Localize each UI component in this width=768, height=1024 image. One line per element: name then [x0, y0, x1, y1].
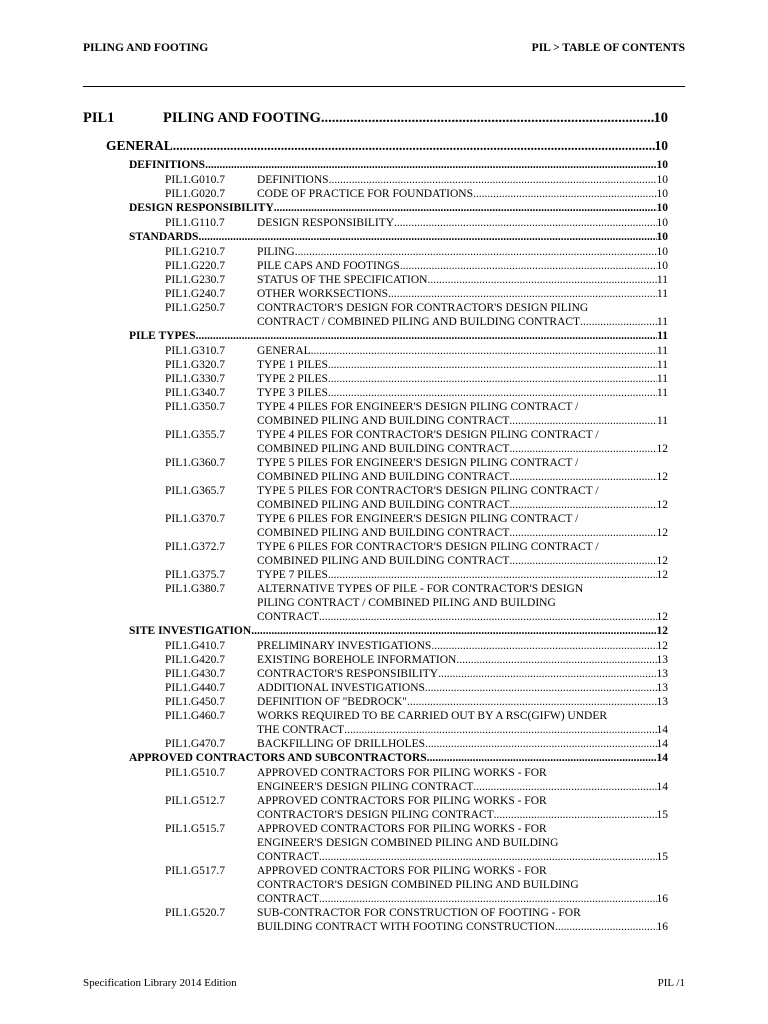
entry-page: 12	[656, 611, 668, 623]
entry-page: 11	[656, 359, 668, 371]
entry-text: TYPE 6 PILES FOR CONTRACTOR'S DESIGN PILING CONTRACT /	[257, 541, 599, 553]
entry-code: PIL1.G375.7	[165, 569, 226, 581]
entry-code: PIL1.G520.7	[165, 907, 226, 919]
entry-text: TYPE 4 PILES FOR ENGINEER'S DESIGN PILING CONTRACT /	[257, 401, 579, 413]
entry-text: PILING CONTRACT / COMBINED PILING AND BUILDING	[257, 597, 556, 609]
entry-code: PIL1.G020.7	[165, 188, 226, 200]
section-title: APPROVED CONTRACTORS AND SUBCONTRACTORS	[129, 752, 427, 764]
entry-text: PILE CAPS AND FOOTINGS	[257, 260, 400, 272]
entry-text: CONTRACT	[257, 611, 319, 623]
entry-line	[83, 400, 668, 414]
toc-entry[interactable]	[83, 695, 668, 709]
entry-line	[83, 709, 668, 723]
entry-text: STATUS OF THE SPECIFICATION	[257, 274, 428, 286]
entry-page: 11	[656, 316, 668, 328]
header-left: PILING AND FOOTING	[83, 42, 209, 54]
entry-text: APPROVED CONTRACTORS FOR PILING WORKS - FOR	[257, 767, 547, 779]
entry-text: CONTRACTOR'S DESIGN FOR CONTRACTOR'S DESIGN PILING	[257, 302, 589, 314]
entry-text: ADDITIONAL INVESTIGATIONS	[257, 682, 425, 694]
entry-page: 12	[656, 443, 668, 455]
toc-section	[83, 625, 668, 751]
section-page: 12	[656, 625, 668, 637]
toc-entry[interactable]	[83, 512, 668, 540]
entry-line	[83, 315, 668, 329]
section-page: 14	[656, 752, 668, 764]
toc-chapter[interactable]	[83, 110, 668, 132]
entry-code: PIL1.G350.7	[165, 401, 226, 413]
entry-line	[83, 780, 668, 794]
entry-page: 14	[656, 724, 668, 736]
entry-text: PILING	[257, 246, 295, 258]
entry-line	[83, 695, 668, 709]
chapter-page: 10	[653, 110, 668, 126]
section-page: 10	[656, 159, 668, 171]
entry-text: THE CONTRACT	[257, 724, 345, 736]
toc-section-heading[interactable]	[83, 752, 668, 766]
toc-section	[83, 202, 668, 230]
entry-code: PIL1.G360.7	[165, 457, 226, 469]
entry-line	[83, 245, 668, 259]
entry-line	[83, 737, 668, 751]
entry-line	[83, 920, 668, 934]
header-right: PIL > TABLE OF CONTENTS	[531, 42, 685, 54]
toc-section-heading[interactable]	[83, 159, 668, 173]
entry-text: CONTRACT / COMBINED PILING AND BUILDING CONTRACT	[257, 316, 581, 328]
header-rule	[83, 86, 685, 87]
entry-code: PIL1.G330.7	[165, 373, 226, 385]
entry-line	[83, 273, 668, 287]
toc-entry[interactable]	[83, 766, 668, 794]
entry-code: PIL1.G430.7	[165, 668, 226, 680]
toc-entry[interactable]	[83, 216, 668, 230]
entry-page: 12	[656, 569, 668, 581]
toc-entry[interactable]	[83, 428, 668, 456]
toc-entry[interactable]	[83, 287, 668, 301]
toc-entry[interactable]	[83, 667, 668, 681]
entry-line	[83, 287, 668, 301]
entry-line	[83, 173, 668, 187]
entry-code: PIL1.G365.7	[165, 485, 226, 497]
entry-page: 10	[656, 260, 668, 272]
entry-page: 14	[656, 738, 668, 750]
entry-text: DESIGN RESPONSIBILITY	[257, 217, 395, 229]
entry-page: 13	[656, 682, 668, 694]
entry-text: SUB-CONTRACTOR FOR CONSTRUCTION OF FOOTING - FOR	[257, 907, 581, 919]
entry-code: PIL1.G512.7	[165, 795, 226, 807]
toc-entry[interactable]	[83, 344, 668, 358]
toc-entry[interactable]	[83, 864, 668, 906]
entry-text: TYPE 3 PILES	[257, 387, 328, 399]
toc-general[interactable]	[83, 138, 668, 158]
entry-text: CONTRACTOR'S DESIGN PILING CONTRACT	[257, 809, 494, 821]
toc-entry[interactable]	[83, 639, 668, 653]
entry-line	[83, 808, 668, 822]
section-title: DESIGN RESPONSIBILITY	[129, 202, 274, 214]
entry-line	[83, 878, 668, 892]
entry-text: OTHER WORKSECTIONS	[257, 288, 389, 300]
toc-section-heading[interactable]	[83, 330, 668, 344]
entry-code: PIL1.G510.7	[165, 767, 226, 779]
toc-entry[interactable]	[83, 301, 668, 329]
entry-line	[83, 484, 668, 498]
entry-line	[83, 498, 668, 512]
entry-text: COMBINED PILING AND BUILDING CONTRACT	[257, 415, 510, 427]
entry-line	[83, 667, 668, 681]
section-page: 10	[656, 202, 668, 214]
entry-line	[83, 414, 668, 428]
toc-entry[interactable]	[83, 456, 668, 484]
entry-text: ENGINEER'S DESIGN PILING CONTRACT	[257, 781, 474, 793]
entry-code: PIL1.G340.7	[165, 387, 226, 399]
entry-code: PIL1.G310.7	[165, 345, 226, 357]
entry-text: COMBINED PILING AND BUILDING CONTRACT	[257, 499, 510, 511]
entry-code: PIL1.G515.7	[165, 823, 226, 835]
toc-entry[interactable]	[83, 187, 668, 201]
entry-line	[83, 681, 668, 695]
entry-line	[83, 386, 668, 400]
entry-text: TYPE 1 PILES	[257, 359, 328, 371]
entry-page: 14	[656, 781, 668, 793]
toc-entry[interactable]	[83, 582, 668, 624]
entry-page: 11	[656, 373, 668, 385]
entry-line	[83, 512, 668, 526]
entry-code: PIL1.G460.7	[165, 710, 226, 722]
entry-text: DEFINITION OF "BEDROCK"	[257, 696, 407, 708]
toc-entry[interactable]	[83, 794, 668, 822]
entry-text: TYPE 5 PILES FOR ENGINEER'S DESIGN PILING CONTRACT /	[257, 457, 579, 469]
entry-line	[83, 259, 668, 273]
toc-entry[interactable]	[83, 681, 668, 695]
toc-section-heading[interactable]	[83, 231, 668, 245]
entry-page: 10	[656, 188, 668, 200]
entry-text: COMBINED PILING AND BUILDING CONTRACT	[257, 443, 510, 455]
entry-text: BACKFILLING OF DRILLHOLES	[257, 738, 426, 750]
entry-text: BUILDING CONTRACT WITH FOOTING CONSTRUCTION	[257, 921, 555, 933]
entry-text: APPROVED CONTRACTORS FOR PILING WORKS - FOR	[257, 795, 547, 807]
entry-page: 13	[656, 696, 668, 708]
entry-text: TYPE 5 PILES FOR CONTRACTOR'S DESIGN PILING CONTRACT /	[257, 485, 599, 497]
entry-line	[83, 470, 668, 484]
entry-text: EXISTING BOREHOLE INFORMATION	[257, 654, 457, 666]
general-page: 10	[654, 138, 668, 153]
entry-line	[83, 892, 668, 906]
entry-page: 12	[656, 527, 668, 539]
entry-line	[83, 554, 668, 568]
entry-page: 16	[656, 921, 668, 933]
toc-entry[interactable]	[83, 386, 668, 400]
entry-code: PIL1.G420.7	[165, 654, 226, 666]
entry-line	[83, 822, 668, 836]
entry-page: 12	[656, 499, 668, 511]
toc-section	[83, 330, 668, 624]
general-title: GENERAL	[106, 138, 173, 153]
toc-section-heading[interactable]	[83, 202, 668, 216]
toc-entry[interactable]	[83, 173, 668, 187]
toc-entry[interactable]	[83, 372, 668, 386]
entry-text: WORKS REQUIRED TO BE CARRIED OUT BY A RSC(GIFW) UNDER	[257, 710, 608, 722]
toc-sections	[83, 159, 668, 934]
entry-text: ENGINEER'S DESIGN COMBINED PILING AND BUILDING	[257, 837, 559, 849]
entry-line	[83, 526, 668, 540]
entry-page: 10	[656, 174, 668, 186]
entry-text: CONTRACTOR'S RESPONSIBILITY	[257, 668, 439, 680]
page-header	[83, 42, 685, 58]
entry-text: DEFINITIONS	[257, 174, 329, 186]
entry-text: APPROVED CONTRACTORS FOR PILING WORKS - FOR	[257, 823, 547, 835]
entry-page: 11	[656, 415, 668, 427]
section-title: PILE TYPES	[129, 330, 196, 342]
section-page: 10	[656, 231, 668, 243]
footer-right: PIL /1	[657, 977, 685, 989]
toc-entry[interactable]	[83, 484, 668, 512]
entry-line	[83, 906, 668, 920]
entry-line	[83, 442, 668, 456]
section-title: STANDARDS	[129, 231, 199, 243]
entry-page: 11	[656, 274, 668, 286]
toc-entry[interactable]	[83, 358, 668, 372]
entry-code: PIL1.G440.7	[165, 682, 226, 694]
entry-line	[83, 850, 668, 864]
toc-entry[interactable]	[83, 709, 668, 737]
toc-entry[interactable]	[83, 822, 668, 864]
entry-line	[83, 653, 668, 667]
entry-line	[83, 610, 668, 624]
entry-page: 13	[656, 668, 668, 680]
entry-page: 11	[656, 387, 668, 399]
entry-page: 11	[656, 288, 668, 300]
entry-code: PIL1.G470.7	[165, 738, 226, 750]
toc-section-heading[interactable]	[83, 625, 668, 639]
entry-code: PIL1.G372.7	[165, 541, 226, 553]
entry-text: PRELIMINARY INVESTIGATIONS	[257, 640, 432, 652]
chapter-title: PILING AND FOOTING	[163, 110, 321, 126]
entry-text: CONTRACTOR'S DESIGN COMBINED PILING AND BUILDING	[257, 879, 579, 891]
entry-code: PIL1.G355.7	[165, 429, 226, 441]
toc-entry[interactable]	[83, 400, 668, 428]
entry-page: 12	[656, 471, 668, 483]
entry-line	[83, 216, 668, 230]
toc-entry[interactable]	[83, 737, 668, 751]
entry-line	[83, 568, 668, 582]
entry-text: TYPE 4 PILES FOR CONTRACTOR'S DESIGN PILING CONTRACT /	[257, 429, 599, 441]
entry-line	[83, 428, 668, 442]
entry-page: 15	[656, 809, 668, 821]
entry-text: CONTRACT	[257, 851, 319, 863]
entry-text: CONTRACT	[257, 893, 319, 905]
entry-code: PIL1.G450.7	[165, 696, 226, 708]
footer-left: Specification Library 2014 Edition	[83, 977, 237, 989]
entry-code: PIL1.G230.7	[165, 274, 226, 286]
section-title: SITE INVESTIGATION	[129, 625, 252, 637]
entry-text: GENERAL	[257, 345, 311, 357]
entry-line	[83, 639, 668, 653]
entry-line	[83, 456, 668, 470]
entry-line	[83, 344, 668, 358]
entry-line	[83, 372, 668, 386]
toc-section	[83, 752, 668, 934]
entry-code: PIL1.G320.7	[165, 359, 226, 371]
entry-code: PIL1.G210.7	[165, 246, 226, 258]
entry-line	[83, 301, 668, 315]
toc-section	[83, 231, 668, 329]
entry-line	[83, 794, 668, 808]
entry-page: 10	[656, 246, 668, 258]
entry-line	[83, 864, 668, 878]
entry-page: 12	[656, 640, 668, 652]
entry-code: PIL1.G380.7	[165, 583, 226, 595]
entry-line	[83, 540, 668, 554]
toc-entry[interactable]	[83, 540, 668, 568]
entry-code: PIL1.G010.7	[165, 174, 226, 186]
entry-text: ALTERNATIVE TYPES OF PILE - FOR CONTRACTOR'S DESIGN	[257, 583, 584, 595]
section-page: 11	[657, 330, 668, 342]
entry-code: PIL1.G410.7	[165, 640, 226, 652]
toc-section	[83, 159, 668, 201]
toc-entry[interactable]	[83, 653, 668, 667]
entry-text: TYPE 7 PILES	[257, 569, 328, 581]
entry-code: PIL1.G110.7	[165, 217, 225, 229]
toc-entry[interactable]	[83, 568, 668, 582]
entry-text: TYPE 2 PILES	[257, 373, 328, 385]
entry-line	[83, 596, 668, 610]
entry-text: APPROVED CONTRACTORS FOR PILING WORKS - FOR	[257, 865, 547, 877]
entry-page: 16	[656, 893, 668, 905]
entry-text: COMBINED PILING AND BUILDING CONTRACT	[257, 527, 510, 539]
entry-text: CODE OF PRACTICE FOR FOUNDATIONS	[257, 188, 473, 200]
entry-line	[83, 358, 668, 372]
entry-line	[83, 187, 668, 201]
toc-entry[interactable]	[83, 273, 668, 287]
entry-text: COMBINED PILING AND BUILDING CONTRACT	[257, 555, 510, 567]
entry-code: PIL1.G517.7	[165, 865, 226, 877]
entry-page: 11	[656, 345, 668, 357]
entry-code: PIL1.G370.7	[165, 513, 226, 525]
chapter-code: PIL1	[83, 110, 115, 126]
entry-line	[83, 723, 668, 737]
entry-line	[83, 582, 668, 596]
entry-page: 15	[656, 851, 668, 863]
entry-code: PIL1.G240.7	[165, 288, 226, 300]
entry-page: 10	[656, 217, 668, 229]
entry-text: TYPE 6 PILES FOR ENGINEER'S DESIGN PILING CONTRACT /	[257, 513, 579, 525]
toc-entry[interactable]	[83, 906, 668, 934]
entry-page: 12	[656, 555, 668, 567]
entry-code: PIL1.G250.7	[165, 302, 226, 314]
entry-line	[83, 766, 668, 780]
entry-page: 13	[656, 654, 668, 666]
table-of-contents	[83, 110, 668, 934]
entry-text: COMBINED PILING AND BUILDING CONTRACT	[257, 471, 510, 483]
entry-line	[83, 836, 668, 850]
section-title: DEFINITIONS	[129, 159, 206, 171]
toc-entry[interactable]	[83, 259, 668, 273]
entry-code: PIL1.G220.7	[165, 260, 226, 272]
toc-entry[interactable]	[83, 245, 668, 259]
